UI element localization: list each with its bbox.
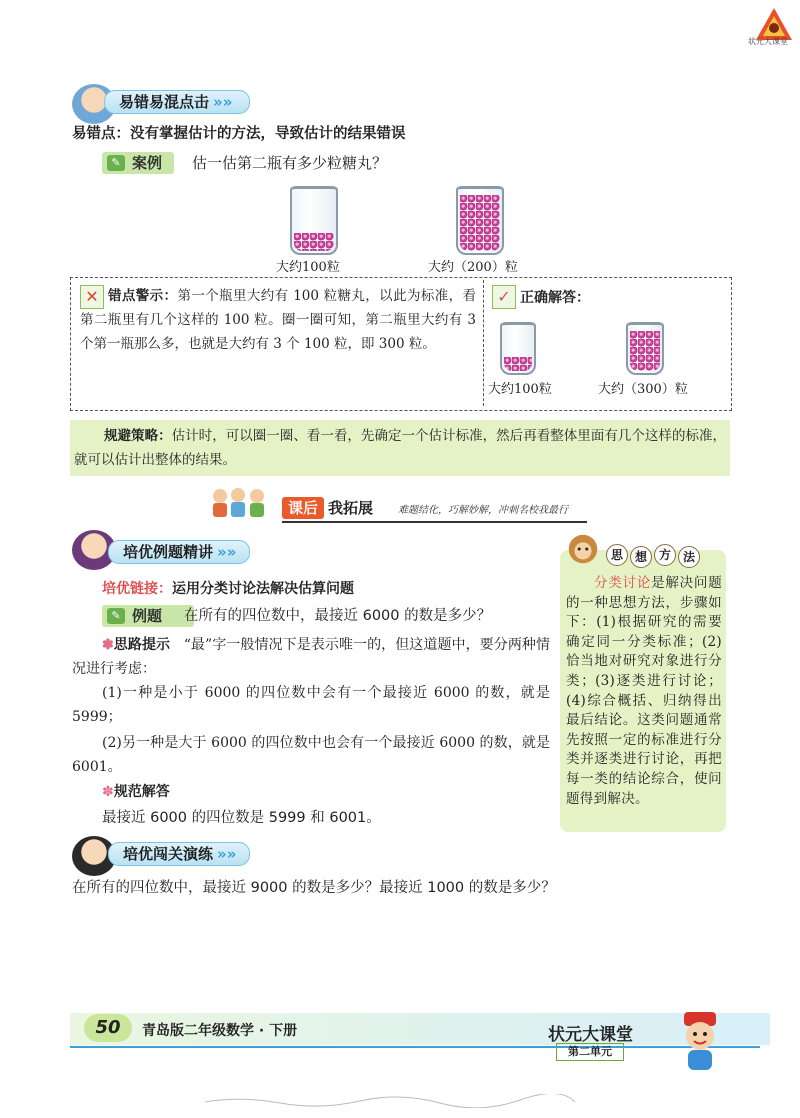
monkey-mascot-icon (564, 530, 602, 568)
candy-balls (460, 195, 500, 251)
mascot-icon (672, 1010, 728, 1074)
case-question: 估一估第二瓶有多少粒糖丸？ (192, 154, 388, 172)
double-chevron-icon: »» (217, 845, 237, 863)
candy-balls (630, 331, 660, 371)
check-icon: ✓ (492, 285, 516, 309)
section-title-examples (108, 540, 250, 564)
warning-text: 第一个瓶里大约有 100 粒糖丸，以此为标准，看第二瓶里有几个这样的 100 粒。圈一圈可知，第二瓶里大约有 3 个第一瓶那么多，也就是大约有 3 个 100 粒，即 300 粒。 (80, 288, 476, 352)
warning-text-block (80, 284, 476, 356)
extension-slogan: 难题结化，巧解妙解，冲刺名校我最行 (398, 505, 568, 516)
footer-line (70, 1046, 760, 1048)
jar-large-label: 大约（200）粒 (428, 260, 518, 275)
jar-large-answer (626, 322, 664, 375)
section-title-text: 培优例题精讲 (123, 543, 214, 561)
practice-question: 在所有的四位数中，最接近 9000 的数是多少？最接近 1000 的数是多少？ (72, 880, 556, 896)
students-illustration-icon (208, 486, 270, 522)
section-title-text: 易错易混点击 (119, 93, 210, 111)
link-line (102, 578, 354, 600)
case1-text: (1)一种是小于 6000 的四位数中会有一个最接近 6000 的数，就是 5999； (72, 685, 550, 725)
hint-title: 思路提示 (113, 637, 171, 653)
section-title-mistakes (104, 90, 250, 114)
side-title-char: 想 (630, 546, 652, 568)
pencil-icon: ✎ (107, 155, 125, 171)
side-text: 是解决问题的一种思想方法，步骤如下：(1)根据研究的需要确定同一分类标准；(2)恰当地对研究对象进行分类；(3)逐类进行讨论；(4)综合概括、归纳得出最后结论。这类问题通常先按照一定的标准进行分类并逐类进行讨论，再把每一类的结论综合，使问题得到解决。 (566, 575, 723, 807)
flower-icon: ✽ (102, 784, 114, 800)
correct-title: 正确解答： (520, 290, 590, 306)
section-title-text: 培优闯关演练 (123, 845, 214, 863)
jar-small-answer-label: 大约100粒 (488, 382, 552, 397)
jar-small-answer (500, 322, 536, 375)
brand-logo-text: 状元大课堂 (748, 37, 788, 46)
extension-underline (282, 521, 587, 523)
link-label: 培优链接： (102, 581, 172, 597)
book-title: 青岛版二年级数学 · 下册 (142, 1023, 298, 1039)
page-number: 50 (84, 1014, 132, 1042)
jar-large (456, 186, 504, 255)
candy-balls (504, 357, 532, 371)
answer-title: 规范解答 (113, 784, 170, 800)
jar-large-answer-label: 大约（300）粒 (598, 382, 688, 397)
section-title-practice (108, 842, 250, 866)
example-question: 在所有的四位数中，最接近 6000 的数是多少？ (184, 608, 492, 624)
jar-small-label: 大约100粒 (276, 260, 340, 275)
side-title-char: 法 (678, 546, 700, 568)
error-point-text: 易错点：没有掌握估计的方法，导致估计的结果错误 (72, 126, 406, 142)
wrong-icon: ✕ (80, 285, 104, 309)
footer-brand: 状元大课堂 (548, 1025, 633, 1045)
link-text: 运用分类讨论法解决估算问题 (172, 581, 354, 597)
warning-divider (483, 280, 484, 406)
double-chevron-icon: »» (213, 93, 233, 111)
unit-label: 第二单元 (556, 1043, 624, 1061)
strategy-text: 估计时，可以圈一圈、看一看，先确定一个估计标准，然后再看整体里面有几个这样的标准，就可以估计出整体的结果。 (74, 428, 727, 468)
bottom-scribble-decoration (200, 1094, 580, 1108)
warning-title: 错点警示： (108, 288, 178, 304)
case2-text: (2)另一种是大于 6000 的四位数中也会有一个最接近 6000 的数，就是 6001。 (72, 735, 550, 775)
side-title-char: 思 (606, 544, 628, 566)
answer-text: 最接近 6000 的四位数是 5999 和 6001。 (102, 810, 381, 826)
side-text-block (566, 574, 722, 809)
example-tag-label: 例题 (132, 607, 163, 625)
strategy-title: 规避策略： (104, 428, 172, 444)
extension-title: 我拓展 (328, 499, 374, 517)
hint-block (72, 633, 550, 681)
side-title-char: 方 (654, 544, 676, 566)
flower-icon: ✽ (102, 637, 114, 653)
double-chevron-icon: »» (217, 543, 237, 561)
pencil-icon: ✎ (107, 608, 125, 624)
case-tag-label: 案例 (132, 154, 163, 172)
answer-heading (102, 781, 170, 803)
example-tag (102, 605, 194, 627)
case-tag (102, 152, 174, 174)
extension-kehou: 课后 (282, 497, 324, 519)
candy-balls (294, 233, 334, 251)
jar-small (290, 186, 338, 255)
side-highlight: 分类讨论 (594, 575, 652, 591)
strategy-text-block (74, 424, 726, 472)
hint-text: “最”字一般情况下是表示唯一的，但这道题中，要分两种情况进行考虑： (72, 637, 550, 677)
